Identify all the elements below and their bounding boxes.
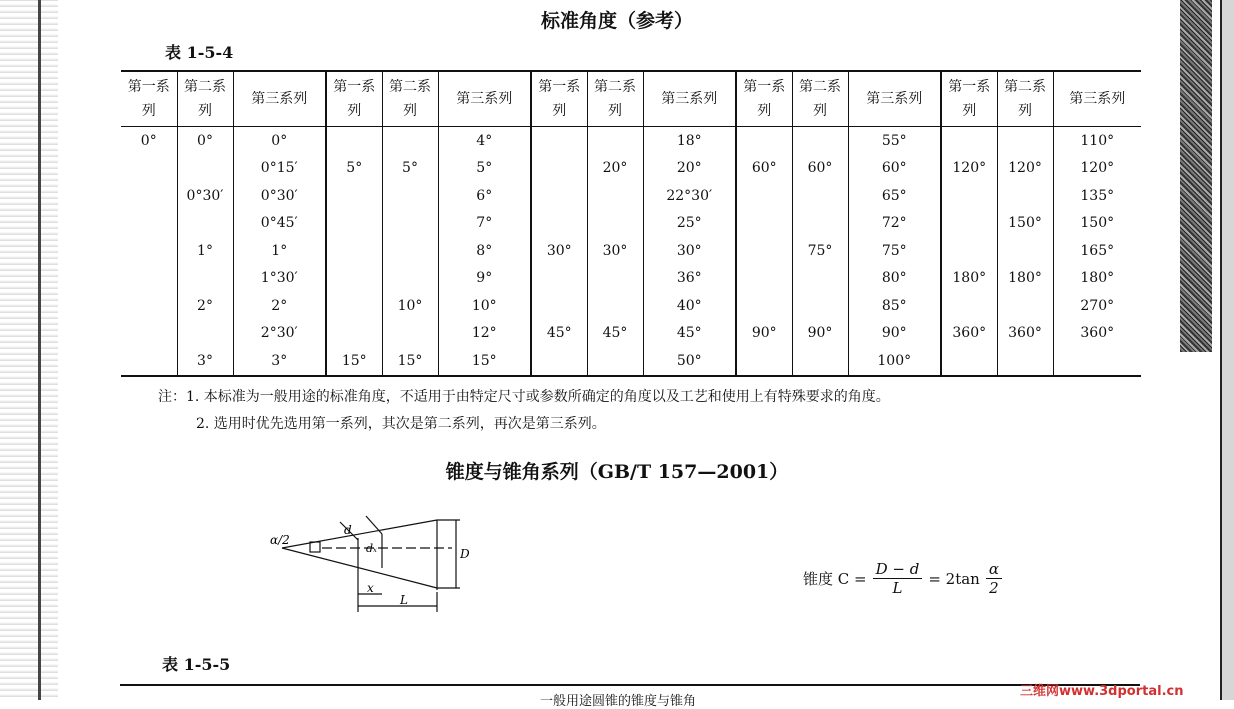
table-cell: 40°: [643, 292, 736, 320]
dx-label: dₓ: [366, 542, 377, 555]
table-cell: 50°: [643, 347, 736, 376]
section-title-taper: 锥度与锥角系列（GB/T 157—2001）: [445, 461, 789, 483]
table-cell: 360°: [1080, 325, 1115, 342]
table-cell: [792, 292, 848, 320]
table-cell: [997, 182, 1053, 210]
table-cell: [531, 347, 587, 376]
viewer-right-margin: [1220, 0, 1234, 700]
table-cell: [941, 182, 997, 210]
table-cell: [531, 292, 587, 320]
table-cell: 6°: [438, 182, 531, 210]
table-cell: 45°: [587, 320, 643, 348]
table-cell: 80°: [848, 265, 941, 293]
table-cell: 20°: [587, 155, 643, 183]
header-cell: 第二系列: [792, 71, 848, 127]
table-cell: [121, 292, 177, 320]
table-cell: [997, 237, 1053, 265]
table-cell: 2°30′: [233, 320, 326, 348]
table-row: [121, 237, 1141, 265]
table-cell: 60°: [736, 155, 792, 183]
formula-fraction-2: [986, 560, 1002, 597]
table-cell: 0°15′: [233, 155, 326, 183]
table-cell: 72°: [848, 210, 941, 238]
header-cell: 第一系列: [121, 71, 177, 127]
table-cell: [941, 347, 997, 376]
header-cell: 第三系列: [643, 71, 736, 127]
table-cell: 120°: [997, 155, 1053, 183]
table-cell: [587, 347, 643, 376]
table-cell: 165°: [1080, 242, 1115, 259]
table-cell: [382, 320, 438, 348]
table-cell: [792, 127, 848, 155]
table-cell: 90°: [848, 320, 941, 348]
table-cell: [531, 182, 587, 210]
header-cell: 第三系列: [848, 71, 941, 127]
table-header-row: [121, 71, 1141, 127]
table-cell: 2°: [177, 292, 233, 320]
D-label: D: [460, 547, 470, 561]
table-cell: 75°: [792, 237, 848, 265]
table-cell: [177, 210, 233, 238]
table-cell: [941, 292, 997, 320]
table-cell: 15°: [438, 347, 531, 376]
table-cell: [1053, 347, 1141, 376]
table-cell: 4°: [438, 127, 531, 155]
table-label-1-5-4: 表 1-5-4: [165, 43, 234, 62]
note-1: 注：1. 本标准为一般用途的标准角度，不适用于由特定尺寸或参数所确定的角度以及工艺和使用上有特殊要求的角度。: [158, 389, 890, 405]
formula-middle: = 2tan: [928, 569, 980, 588]
table-cell: [326, 127, 382, 155]
table-cell: 60°: [848, 155, 941, 183]
formula-numerator-2: α: [986, 560, 1002, 579]
table-cell: [997, 292, 1053, 320]
table-cell: [326, 265, 382, 293]
table-row: [121, 127, 1141, 155]
formula-fraction-1: [873, 560, 923, 597]
table-cell: 0°30′: [177, 182, 233, 210]
table-cell: [997, 127, 1053, 155]
table-cell: 18°: [643, 127, 736, 155]
formula-denominator-2: 2: [989, 579, 999, 597]
header-cell: 第一系列: [531, 71, 587, 127]
L-label: L: [400, 593, 408, 607]
table-cell: 150°: [1080, 215, 1115, 232]
table-cell: [177, 320, 233, 348]
table-cell: 0°: [233, 127, 326, 155]
table-cell: 10°: [438, 292, 531, 320]
table-cell: [121, 155, 177, 183]
header-cell: 第二系列: [382, 71, 438, 127]
table-cell: [941, 210, 997, 238]
table-cell: 5°: [382, 155, 438, 183]
table-cell: [326, 292, 382, 320]
table-cell: 60°: [792, 155, 848, 183]
table-cell: 0°30′: [233, 182, 326, 210]
table-cell: [121, 182, 177, 210]
table-cell: [382, 237, 438, 265]
table-cell: 30°: [643, 237, 736, 265]
table-cell: 270°: [1080, 297, 1115, 314]
table-cell: 45°: [643, 320, 736, 348]
table-cell: 0°: [121, 127, 177, 155]
header-cell: 第一系列: [941, 71, 997, 127]
table-cell: 90°: [792, 320, 848, 348]
table-cell: 7°: [438, 210, 531, 238]
table-cell: [736, 347, 792, 376]
table-cell: 100°: [848, 347, 941, 376]
scanned-page-left-edge: [0, 0, 58, 700]
table-cell: [736, 210, 792, 238]
taper-formula: [803, 560, 1002, 597]
table-cell: [587, 265, 643, 293]
table-row: [121, 347, 1141, 376]
header-cell: 第二系列: [587, 71, 643, 127]
table-cell: [121, 237, 177, 265]
table-cell: 75°: [848, 237, 941, 265]
table-cell: 25°: [643, 210, 736, 238]
table-cell: 1°: [233, 237, 326, 265]
table-cell: 30°: [531, 237, 587, 265]
table-cell: [736, 265, 792, 293]
table-cell: 135°: [1080, 187, 1115, 204]
formula-denominator: L: [892, 579, 903, 597]
table-cell: [177, 155, 233, 183]
table-cell: 0°45′: [233, 210, 326, 238]
table-cell: 3°: [177, 347, 233, 376]
page-title: 标准角度（参考）: [540, 10, 693, 32]
table-cell: 15°: [326, 347, 382, 376]
table-cell: [121, 210, 177, 238]
table-cell: [531, 210, 587, 238]
table-cell: [736, 237, 792, 265]
header-cell: 第三系列: [1053, 71, 1141, 127]
table-cell: [121, 347, 177, 376]
header-cell: 第三系列: [233, 71, 326, 127]
table-cell: [736, 292, 792, 320]
table-cell: [531, 155, 587, 183]
table-row: [121, 155, 1141, 183]
alpha-half-label: α/2: [270, 533, 290, 547]
header-cell: 第一系列: [326, 71, 382, 127]
table-cell: [382, 127, 438, 155]
formula-lhs: 锥度 C =: [803, 570, 867, 588]
table-cell: [587, 182, 643, 210]
table-cell: [587, 210, 643, 238]
table-cell: 12°: [438, 320, 531, 348]
table-top-rule: [120, 684, 1140, 686]
table-cell: [997, 347, 1053, 376]
table-cell: 120°: [1080, 160, 1115, 177]
table-cell: 180°: [997, 265, 1053, 293]
table-cell: [382, 182, 438, 210]
table-cell: [792, 265, 848, 293]
table-cell: 15°: [382, 347, 438, 376]
table-cell: [382, 265, 438, 293]
table-cell: 1°30′: [233, 265, 326, 293]
table-cell: [736, 182, 792, 210]
table-cell: [326, 320, 382, 348]
table-cell: 8°: [438, 237, 531, 265]
table-cell: [177, 265, 233, 293]
table-cell: 22°30′: [643, 182, 736, 210]
table-cell: [326, 182, 382, 210]
header-cell: 第二系列: [177, 71, 233, 127]
table-cell: [326, 210, 382, 238]
table-cell: 1°: [177, 237, 233, 265]
table-cell: [531, 127, 587, 155]
table-cell: 150°: [997, 210, 1053, 238]
table-body: [121, 127, 1141, 376]
table-cell: 65°: [848, 182, 941, 210]
formula-numerator: D − d: [873, 560, 923, 579]
table-cell: 360°: [997, 320, 1053, 348]
cone-taper-diagram: [262, 508, 482, 618]
table-row: [121, 292, 1141, 320]
table-cell: 20°: [643, 155, 736, 183]
scanned-page-right-edge: [1180, 0, 1212, 352]
table-cell: [792, 210, 848, 238]
note-2: 2. 选用时优先选用第一系列，其次是第二系列，再次是第三系列。: [196, 416, 606, 432]
watermark-text: 三维网www.3dportal.cn: [1020, 684, 1184, 699]
table-cell: 180°: [941, 265, 997, 293]
table-cell: 5°: [438, 155, 531, 183]
x-label: x: [367, 581, 374, 595]
table-cell: 110°: [1080, 132, 1115, 149]
table-label-1-5-5: 表 1-5-5: [162, 655, 231, 674]
table-row: [121, 320, 1141, 348]
table-cell: [326, 237, 382, 265]
table-row: [121, 210, 1141, 238]
next-table-title-partial: 一般用途圆锥的锥度与锥角: [540, 694, 697, 709]
table-cell: [382, 210, 438, 238]
table-cell: 360°: [941, 320, 997, 348]
table-cell: [531, 265, 587, 293]
table-cell: 180°: [1080, 270, 1115, 287]
table-cell: [121, 320, 177, 348]
d-label: d: [344, 523, 352, 537]
table-cell: 90°: [736, 320, 792, 348]
table-cell: [941, 127, 997, 155]
table-cell: 5°: [326, 155, 382, 183]
table-cell: 2°: [233, 292, 326, 320]
table-cell: 85°: [848, 292, 941, 320]
table-cell: 30°: [587, 237, 643, 265]
table-cell: 0°: [177, 127, 233, 155]
table-cell: 120°: [941, 155, 997, 183]
header-cell: 第二系列: [997, 71, 1053, 127]
table-cell: [587, 127, 643, 155]
table-cell: [121, 265, 177, 293]
table-cell: 9°: [438, 265, 531, 293]
table-cell: [736, 127, 792, 155]
table-cell: [941, 237, 997, 265]
table-cell: 10°: [382, 292, 438, 320]
header-cell: 第一系列: [736, 71, 792, 127]
table-cell: [587, 292, 643, 320]
table-cell: 45°: [531, 320, 587, 348]
table-cell: [792, 182, 848, 210]
header-cell: 第三系列: [438, 71, 531, 127]
standard-angles-table: [121, 70, 1141, 377]
table-cell: 3°: [233, 347, 326, 376]
table-cell: 36°: [643, 265, 736, 293]
table-row: [121, 182, 1141, 210]
table-cell: [792, 347, 848, 376]
table-cell: 55°: [848, 127, 941, 155]
table-row: [121, 265, 1141, 293]
